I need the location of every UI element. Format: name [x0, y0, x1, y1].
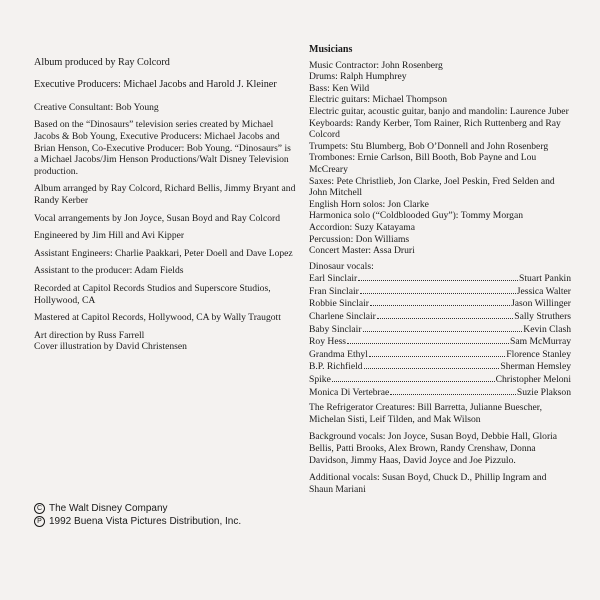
- dot-leader: [363, 323, 523, 332]
- musicians-heading: Musicians: [309, 44, 353, 55]
- dot-leader: [347, 335, 509, 344]
- vocal-credit-row: [309, 310, 571, 323]
- vocal-arrangements: Vocal arrangements by Jon Joyce, Susan Boyd and Ray Colcord: [34, 212, 281, 224]
- dot-leader: [369, 348, 505, 357]
- dinosaur-vocals: [309, 261, 571, 399]
- dot-leader: [360, 285, 516, 294]
- dot-leader: [358, 272, 518, 281]
- musician-credit: Harmonica solo (“Coldblooded Guy”): Tommy Morgan: [309, 210, 523, 222]
- vocal-credit-row: [309, 348, 571, 361]
- character-name: Earl Sinclair: [309, 273, 358, 285]
- musicians-list: [309, 60, 571, 257]
- performer-name: Sally Struthers: [514, 311, 571, 323]
- mastering: Mastered at Capitol Records, Hollywood, CA by Wally Traugott: [34, 312, 281, 324]
- musician-credit: Saxes: Pete Christlieb, Jon Clarke, Joel Peskin, Fred Selden and John Mitchell: [309, 175, 555, 199]
- vocals-heading: Dinosaur vocals:: [309, 260, 374, 272]
- copyright-text: The Walt Disney Company: [49, 503, 168, 514]
- album-producer: Album produced by Ray Colcord: [34, 57, 170, 68]
- recording-studios: Recorded at Capitol Records Studios and Superscore Studios, Hollywood, CA: [34, 282, 271, 306]
- performer-name: Sherman Hemsley: [500, 361, 571, 373]
- copyright-icon: C: [34, 503, 45, 514]
- character-name: Fran Sinclair: [309, 285, 359, 297]
- character-name: B.P. Richfield: [309, 361, 363, 373]
- executive-producers: Executive Producers: Michael Jacobs and Harold J. Kleiner: [34, 79, 277, 91]
- musician-credit: Bass: Ken Wild: [309, 82, 370, 94]
- character-name: Baby Sinclair: [309, 323, 362, 335]
- vocal-credit-row: [309, 323, 571, 336]
- arrangers: Album arranged by Ray Colcord, Richard Bellis, Jimmy Bryant and Randy Kerber: [34, 183, 296, 206]
- character-name: Charlene Sinclair: [309, 311, 376, 323]
- background-vocals: Background vocals: Jon Joyce, Susan Boyd, Debbie Hall, Gloria Bellis, Patti Brooks, Alex Brown, Randy Crenshaw, Donna Davidson, Jimmy Haas, David Joyce and Joe Pizzulo.: [309, 431, 558, 466]
- refrigerator-creatures: The Refrigerator Creatures: Bill Barretta, Julianne Buescher, Michelan Sisti, Leif Tilden, and Mak Wilson: [309, 402, 542, 425]
- musician-credit: Electric guitars: Michael Thompson: [309, 94, 448, 106]
- musician-credit: Electric guitar, acoustic guitar, banjo and mandolin: Laurence Juber: [309, 105, 569, 117]
- performer-name: Suzie Plakson: [516, 386, 571, 398]
- dot-leader: [370, 297, 510, 306]
- musician-credit: Percussion: Don Williams: [309, 233, 410, 245]
- character-name: Robbie Sinclair: [309, 298, 369, 310]
- character-name: Spike: [309, 374, 331, 386]
- dot-leader: [390, 386, 516, 395]
- creative-consultant: Creative Consultant: Bob Young: [34, 101, 159, 113]
- vocal-credit-row: [309, 373, 571, 386]
- performer-name: Kevin Clash: [523, 323, 571, 335]
- dot-leader: [364, 360, 500, 369]
- musician-credit: English Horn solos: Jon Clarke: [309, 198, 429, 210]
- performer-name: Florence Stanley: [506, 348, 571, 360]
- performer-name: Jessica Walter: [516, 285, 571, 297]
- musician-credit: Music Contractor: John Rosenberg: [309, 59, 443, 71]
- credits-left-column: [34, 57, 296, 359]
- character-name: Roy Hess: [309, 336, 347, 348]
- assistant-to-producer: Assistant to the producer: Adam Fields: [34, 265, 184, 277]
- assistant-engineers: Assistant Engineers: Charlie Paakkari, Peter Doell and Dave Lopez: [34, 247, 293, 259]
- dot-leader: [377, 310, 513, 319]
- performer-name: Jason Willinger: [511, 298, 571, 310]
- musician-credit: Accordion: Suzy Katayama: [309, 221, 416, 233]
- performer-name: Stuart Pankin: [519, 273, 571, 285]
- cover-illustration: Cover illustration by David Christensen: [34, 341, 187, 353]
- vocal-credit-row: [309, 272, 571, 285]
- vocal-credit-row: [309, 285, 571, 298]
- vocal-credit-row: [309, 386, 571, 399]
- character-name: Monica Di Vertebrae: [309, 386, 390, 398]
- performer-name: Sam McMurray: [509, 336, 571, 348]
- additional-vocals: Additional vocals: Susan Boyd, Chuck D., Phillip Ingram and Shaun Mariani: [309, 472, 547, 495]
- musician-credit: Trumpets: Stu Blumberg, Bob O’Donnell and John Rosenberg: [309, 140, 549, 152]
- phonogram-text: 1992 Buena Vista Pictures Distribution, Inc.: [49, 516, 242, 527]
- vocal-credit-row: [309, 297, 571, 310]
- dot-leader: [332, 373, 495, 382]
- copyright-block: [34, 502, 294, 528]
- series-credit: Based on the “Dinosaurs” television series created by Michael Jacobs & Bob Young, Executive Producers: Michael Jacobs and Brian Henson, Co-Executive Producer: Bob Young. “Dinosaurs” is a Michael Jacobs/Jim Henson Productions/Walt Disney Television production.: [34, 119, 291, 177]
- musician-credit: Keyboards: Randy Kerber, Tom Rainer, Rich Ruttenberg and Ray Colcord: [309, 117, 561, 141]
- performer-name: Christopher Meloni: [495, 374, 571, 386]
- vocal-credit-row: [309, 335, 571, 348]
- phonogram-icon: P: [34, 516, 45, 527]
- musician-credit: Drums: Ralph Humphrey: [309, 71, 407, 83]
- vocal-credit-row: [309, 360, 571, 373]
- musician-credit: Trombones: Ernie Carlson, Bill Booth, Bob Payne and Lou McCreary: [309, 152, 537, 175]
- engineers: Engineered by Jim Hill and Avi Kipper: [34, 230, 185, 242]
- art-direction: Art direction by Russ Farrell: [34, 329, 145, 341]
- art-credits: [34, 330, 296, 353]
- credits-right-column: [309, 44, 571, 501]
- character-name: Grandma Ethyl: [309, 348, 368, 360]
- musician-credit: Concert Master: Assa Druri: [309, 245, 415, 257]
